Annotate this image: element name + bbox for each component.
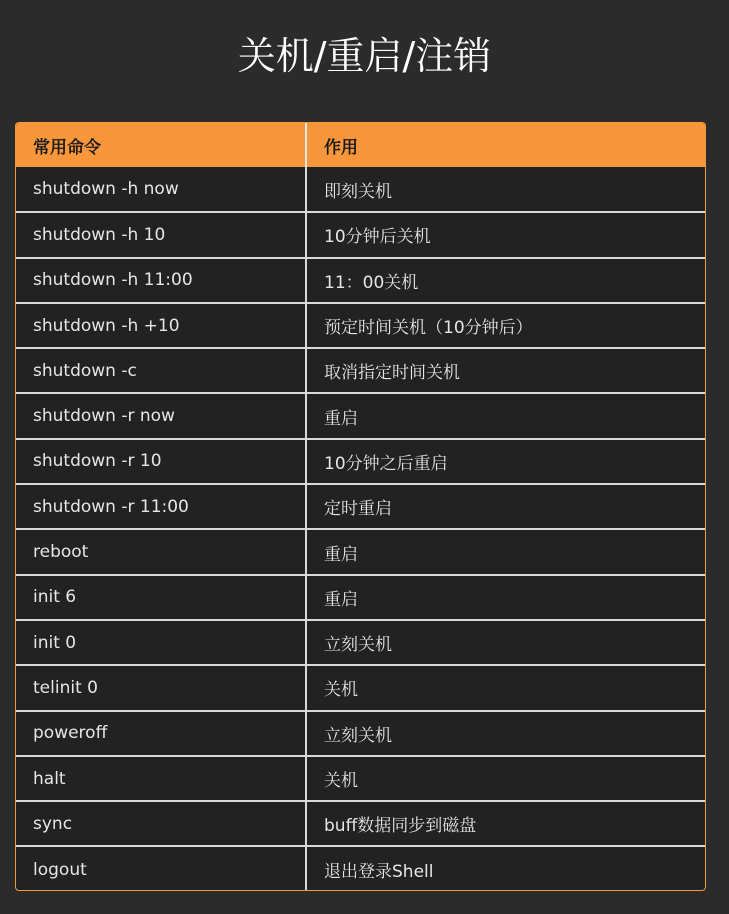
command-cell: shutdown -h +10: [16, 303, 306, 348]
effect-cell: 关机: [306, 756, 705, 801]
command-cell: halt: [16, 756, 306, 801]
command-cell: shutdown -h 10: [16, 212, 306, 257]
effect-cell: 即刻关机: [324, 181, 392, 202]
column-header-effect: 作用: [324, 137, 358, 158]
command-cell: shutdown -r 10: [16, 439, 306, 484]
effect-cell: 重启: [306, 393, 705, 438]
table-row: [16, 846, 705, 891]
command-cell: shutdown -r now: [16, 393, 306, 438]
table-row: [16, 439, 705, 484]
effect-cell: 退出登录Shell: [306, 846, 705, 891]
table-row: [16, 756, 705, 801]
effect-cell: 10分钟之后重启: [306, 439, 705, 484]
effect-cell: 重启: [306, 529, 705, 574]
table-row: [16, 348, 705, 393]
table-row: [16, 575, 705, 620]
effect-cell: 关机: [306, 665, 705, 710]
effect-cell: 定时重启: [306, 484, 705, 529]
table-row: [16, 801, 705, 846]
table-row: [16, 303, 705, 348]
command-cell: shutdown -h 11:00: [16, 258, 306, 303]
table-row: [16, 665, 705, 710]
table-header-row: [16, 123, 705, 167]
command-cell: telinit 0: [16, 665, 306, 710]
command-table: [15, 122, 706, 891]
command-cell: logout: [16, 846, 306, 891]
command-cell: init 6: [16, 575, 306, 620]
command-cell: shutdown -r 11:00: [16, 484, 306, 529]
command-cell: sync: [16, 801, 306, 846]
table-row: [16, 484, 705, 529]
command-cell: shutdown -h now: [16, 167, 306, 212]
column-header-command: 常用命令: [16, 123, 306, 167]
table-row: [16, 212, 705, 257]
effect-cell: 预定时间关机（10分钟后）: [306, 303, 705, 348]
table-row: [16, 258, 705, 303]
table-row: [16, 620, 705, 665]
command-cell: shutdown -c: [16, 348, 306, 393]
command-cell: init 0: [16, 620, 306, 665]
table-row: [16, 529, 705, 574]
table-row: [16, 393, 705, 438]
effect-cell: 10分钟后关机: [306, 212, 705, 257]
command-cell: poweroff: [16, 711, 306, 756]
effect-cell: buff数据同步到磁盘: [306, 801, 705, 846]
effect-cell: 11：00关机: [306, 258, 705, 303]
table-row: [16, 711, 705, 756]
command-cell: reboot: [16, 529, 306, 574]
effect-cell: 立刻关机: [306, 620, 705, 665]
table-row: [16, 167, 705, 212]
effect-cell: 重启: [306, 575, 705, 620]
page-title: 关机/重启/注销: [237, 34, 492, 78]
table-body: [16, 167, 705, 891]
effect-cell: 取消指定时间关机: [306, 348, 705, 393]
effect-cell: 立刻关机: [306, 711, 705, 756]
